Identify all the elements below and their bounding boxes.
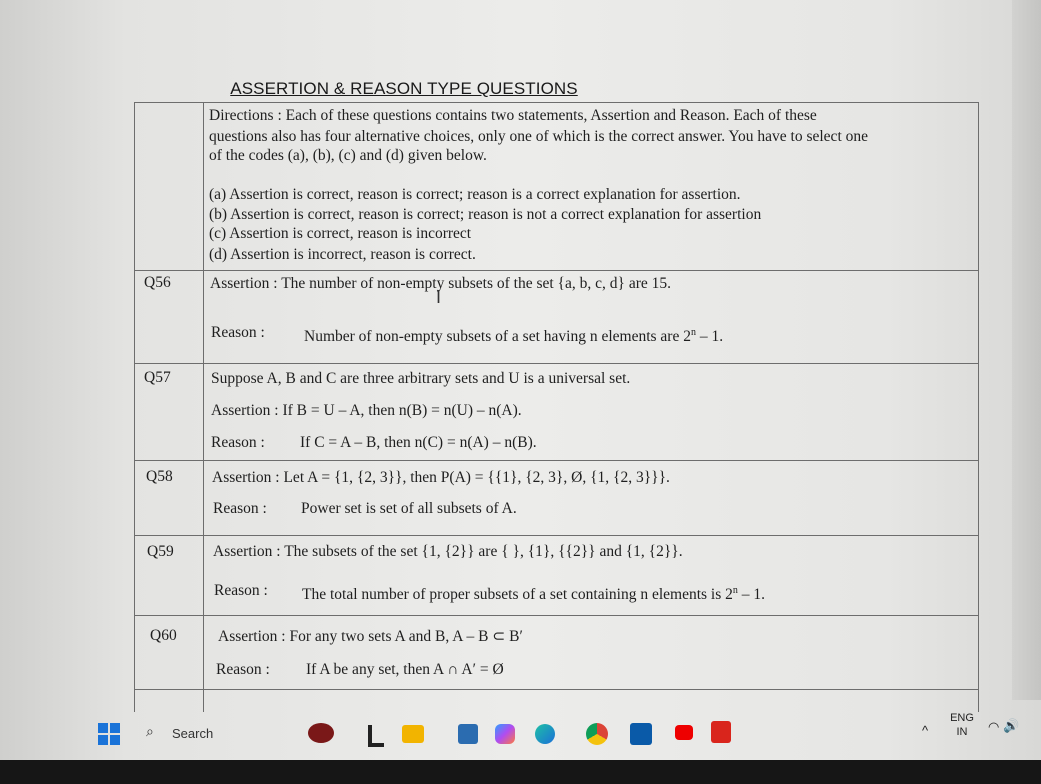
table-border (134, 102, 979, 103)
assertion-label: Assertion : (210, 275, 278, 292)
assertion-label: Assertion : (211, 402, 279, 419)
directions-line: questions also has four alternative choices, only one of which is the correct answer. You have to select one (209, 128, 868, 145)
region-code: IN (956, 726, 968, 738)
table-border (134, 102, 135, 712)
text-cursor-icon: I (436, 287, 442, 307)
assertion-statement: The number of non-empty subsets of the set {a, b, c, d} are 15. (281, 275, 671, 292)
screen-edge (1012, 0, 1041, 700)
exponent: n (732, 585, 738, 596)
windows-start-button[interactable] (98, 723, 120, 745)
question-number: Q59 (147, 543, 174, 560)
option-c: (c) Assertion is correct, reason is incorrect (209, 225, 472, 242)
game-icon[interactable] (308, 723, 334, 743)
reason-text: The total number of proper subsets of a set containing n elements is 2 (302, 586, 733, 603)
table-border (134, 363, 979, 364)
reason-text: – 1. (737, 586, 766, 603)
table-border (134, 615, 979, 616)
reason-statement (304, 323, 723, 346)
table-border (134, 460, 979, 461)
table-border (134, 689, 979, 690)
option-a: (a) Assertion is correct, reason is correct; reason is a correct explanation for assertion. (209, 186, 741, 203)
table-border (134, 535, 979, 536)
option-d: (d) Assertion is incorrect, reason is correct. (209, 246, 476, 263)
taskbar (90, 707, 1020, 757)
premise-text: Suppose A, B and C are three arbitrary sets and U is a universal set. (211, 370, 631, 387)
search-label: Search (172, 726, 214, 741)
reason-label: Reason : (214, 582, 268, 599)
reason-label: Reason : (211, 434, 265, 451)
youtube-icon[interactable] (675, 725, 693, 740)
document-page (134, 75, 979, 715)
reason-text: Number of non-empty subsets of a set having n elements are 2 (304, 328, 691, 345)
assertion-text (218, 627, 523, 646)
page-title: ASSERTION & REASON TYPE QUESTIONS (230, 79, 578, 98)
directions-line: of the codes (a), (b), (c) and (d) given below. (209, 147, 487, 164)
reason-statement: If C = A – B, then n(C) = n(A) – n(B). (300, 434, 537, 451)
question-number: Q56 (144, 274, 171, 291)
table-border (203, 102, 204, 712)
reason-label: Reason : (213, 500, 267, 517)
question-number: Q58 (146, 468, 173, 485)
reason-text: – 1. (695, 328, 724, 345)
monitor-bezel (0, 760, 1041, 784)
store-icon[interactable] (458, 724, 478, 744)
show-hidden-icons-chevron[interactable]: ^ (922, 723, 929, 738)
file-explorer-icon[interactable] (368, 725, 384, 747)
option-b: (b) Assertion is correct, reason is correct; reason is not a correct explanation for assertion (209, 206, 762, 223)
wifi-icon[interactable]: ◠ (988, 719, 1000, 734)
assertion-text (211, 401, 522, 420)
assertion-statement: Let A = {1, {2, 3}}, then P(A) = {{1}, {2, 3}, Ø, {1, {2, 3}}}. (283, 469, 670, 486)
copilot-icon[interactable] (495, 724, 515, 744)
assertion-text (212, 468, 670, 487)
assertion-statement: The subsets of the set {1, {2}} are { }, {1}, {{2}} and {1, {2}}. (284, 543, 683, 560)
assertion-label: Assertion : (218, 628, 286, 645)
language-indicator[interactable] (948, 712, 976, 738)
edge-icon[interactable] (535, 724, 555, 744)
dell-icon[interactable] (630, 723, 652, 745)
folder-icon[interactable] (402, 725, 424, 743)
table-border (134, 270, 979, 271)
language-code: ENG (950, 712, 974, 724)
acrobat-icon[interactable] (711, 721, 731, 743)
question-number: Q60 (150, 627, 177, 644)
reason-statement: Power set is set of all subsets of A. (301, 500, 517, 517)
question-number: Q57 (144, 369, 171, 386)
reason-statement: If A be any set, then A ∩ A′ = Ø (306, 661, 504, 678)
directions-line: Directions : Each of these questions contains two statements, Assertion and Reason. Each of these (209, 107, 817, 124)
reason-label: Reason : (216, 661, 270, 678)
search-icon: ⌕ (146, 724, 154, 740)
chrome-icon[interactable] (586, 723, 608, 745)
assertion-text (213, 542, 683, 561)
reason-label: Reason : (211, 324, 265, 341)
volume-icon[interactable]: 🔊 (1003, 718, 1020, 733)
assertion-statement: If B = U – A, then n(B) = n(U) – n(A). (282, 402, 522, 419)
assertion-label: Assertion : (213, 543, 281, 560)
assertion-label: Assertion : (212, 469, 280, 486)
reason-statement (302, 581, 765, 604)
table-border (978, 102, 979, 712)
exponent: n (690, 327, 696, 338)
taskbar-search-box[interactable] (140, 724, 260, 744)
assertion-statement: For any two sets A and B, A – B ⊂ B′ (289, 628, 523, 645)
